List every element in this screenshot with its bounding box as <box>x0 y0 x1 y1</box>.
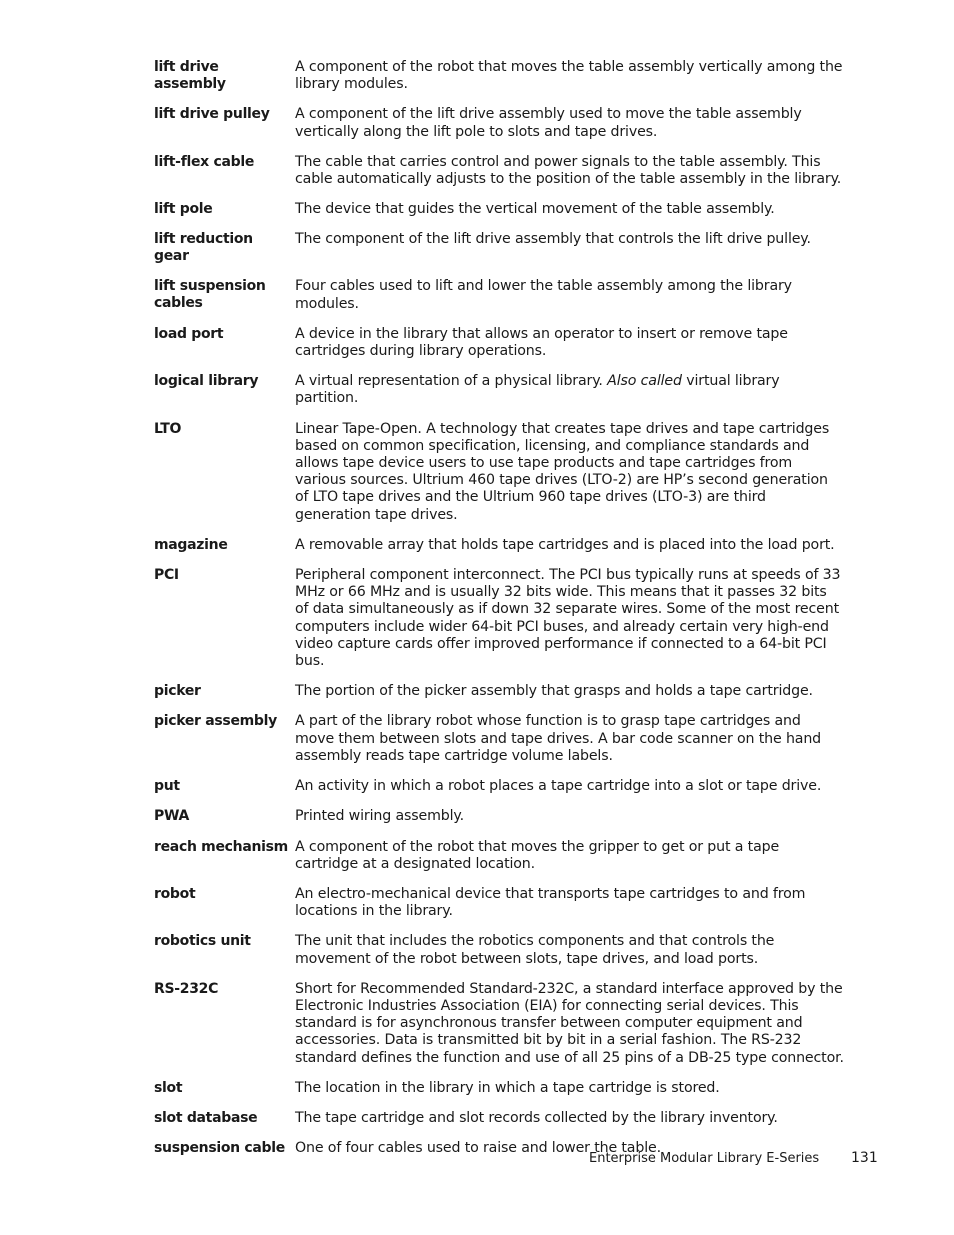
glossary-entry-lift-suspension-cables <box>154 278 844 312</box>
glossary-definition: An electro-mechanical device that transports tape cartridges to and from locations in the library. <box>295 885 806 920</box>
glossary-definition: The portion of the picker assembly that grasps and holds a tape cartridge. <box>295 683 813 700</box>
glossary-definition: The cable that carries control and power signals to the table assembly. This cable automatically adjusts to the position of the table assembly in the library. <box>295 153 842 188</box>
glossary-term: lift-flex cable <box>154 153 255 170</box>
page-number: 131 <box>851 1150 878 1166</box>
glossary-term: put <box>154 778 180 795</box>
glossary-term: PCI <box>154 567 179 584</box>
glossary-term: lift drive pulley <box>154 106 270 123</box>
glossary-entry-robotics-unit <box>154 933 844 967</box>
glossary-term: RS-232C <box>154 980 219 997</box>
glossary-entry-picker <box>154 683 844 700</box>
glossary-definition: An activity in which a robot places a tape cartridge into a slot or tape drive. <box>295 778 822 795</box>
glossary-definition: Four cables used to lift and lower the table assembly among the library modules. <box>295 278 792 312</box>
glossary-definition: The location in the library in which a tape cartridge is stored. <box>295 1079 720 1096</box>
glossary-definition: A component of the robot that moves the table assembly vertically among the library modules. <box>295 59 843 93</box>
glossary-term: slot <box>154 1079 183 1096</box>
glossary-definition: Short for Recommended Standard-232C, a standard interface approved by the Electronic Industries Association (EIA) for connecting serial devices. This standard is for asynchronous transfer between computer equipment and accessories. Data is transmitted bit by bit in a serial fashion. The RS-232 standard defines the function and use of all 25 pins of a DB-25 type connector. <box>295 980 844 1066</box>
glossary-entry-lift-flex-cable <box>154 154 844 188</box>
glossary-term: reach mechanism <box>154 838 288 855</box>
glossary-entry-lift-drive-pulley <box>154 106 844 140</box>
glossary-entry-magazine <box>154 537 844 554</box>
glossary-definition <box>295 373 844 407</box>
glossary-definition: Peripheral component interconnect. The PCI bus typically runs at speeds of 33 MHz or 66 MHz and is usually 32 bits wide. This means that it passes 32 bits of data simultaneously as if down 32 separate wires. Some of the most recent computers include wider 64-bit PCI buses, and already certain very high-end video capture cards offer improved performance if connected to a 64-bit PCI bus. <box>295 567 841 670</box>
glossary-definition: A removable array that holds tape cartridges and is placed into the load port. <box>295 536 835 553</box>
glossary-definition: Printed wiring assembly. <box>295 808 464 825</box>
glossary-term: lift suspension cables <box>154 278 266 312</box>
glossary-term: suspension cable <box>154 1140 285 1157</box>
glossary-entry-slot-database <box>154 1110 844 1127</box>
glossary-term: LTO <box>154 420 182 437</box>
glossary-entry-rs-232c <box>154 981 844 1067</box>
glossary-definition: A part of the library robot whose function is to grasp tape cartridges and move them between slots and tape drives. A bar code scanner on the hand assembly reads tape cartridge volume labels. <box>295 713 822 764</box>
glossary-entry-logical-library <box>154 373 844 407</box>
glossary-term: picker <box>154 683 201 700</box>
glossary-term: logical library <box>154 373 259 390</box>
glossary-entry-pci <box>154 567 844 670</box>
definition-text: A virtual representation of a physical library. <box>295 373 608 390</box>
glossary-definition: The device that guides the vertical movement of the table assembly. <box>295 201 775 218</box>
glossary-list <box>154 59 844 1170</box>
glossary-entry-picker-assembly <box>154 713 844 765</box>
glossary-definition: Linear Tape-Open. A technology that creates tape drives and tape cartridges based on common specification, licensing, and compliance standards and allows tape device users to use tape products and tape cartridges from various sources. Ultrium 460 tape drives (LTO-2) are HP’s second generation of LTO tape drives and the Ultrium 960 tape drives (LTO-3) are third generation tape drives. <box>295 420 830 523</box>
glossary-term: robot <box>154 885 196 902</box>
glossary-entry-lift-drive-assembly <box>154 59 844 93</box>
glossary-term: PWA <box>154 808 190 825</box>
definition-text: virtual library partition. <box>295 373 780 407</box>
glossary-term: picker assembly <box>154 713 277 730</box>
glossary-term: slot database <box>154 1109 258 1126</box>
glossary-entry-load-port <box>154 326 844 360</box>
glossary-term: load port <box>154 325 224 342</box>
glossary-definition: One of four cables used to raise and lower the table. <box>295 1140 661 1157</box>
glossary-term: lift reduction gear <box>154 231 253 265</box>
glossary-definition: A component of the lift drive assembly used to move the table assembly vertically along the lift pole to slots and tape drives. <box>295 106 802 140</box>
glossary-definition: The tape cartridge and slot records collected by the library inventory. <box>295 1109 778 1126</box>
definition-emphasis: Also called <box>607 373 682 390</box>
glossary-term: robotics unit <box>154 933 251 950</box>
glossary-entry-pwa <box>154 808 844 825</box>
glossary-entry-lto <box>154 421 844 524</box>
glossary-entry-robot <box>154 886 844 920</box>
glossary-entry-reach-mechanism <box>154 839 844 873</box>
glossary-entry-lift-reduction-gear <box>154 231 844 265</box>
glossary-term: lift drive assembly <box>154 59 226 92</box>
glossary-definition: A component of the robot that moves the gripper to get or put a tape cartridge at a designated location. <box>295 838 780 872</box>
glossary-entry-put <box>154 778 844 795</box>
glossary-entry-lift-pole <box>154 201 844 218</box>
footer-document-title: Enterprise Modular Library E-Series <box>589 1151 820 1166</box>
glossary-definition: The component of the lift drive assembly that controls the lift drive pulley. <box>295 231 811 248</box>
glossary-definition: The unit that includes the robotics components and that controls the movement of the robot between slots, tape drives, and load ports. <box>295 933 775 967</box>
glossary-term: lift pole <box>154 201 213 218</box>
glossary-definition: A device in the library that allows an operator to insert or remove tape cartridges during library operations. <box>295 325 788 360</box>
glossary-term: magazine <box>154 536 228 553</box>
glossary-entry-slot <box>154 1080 844 1097</box>
